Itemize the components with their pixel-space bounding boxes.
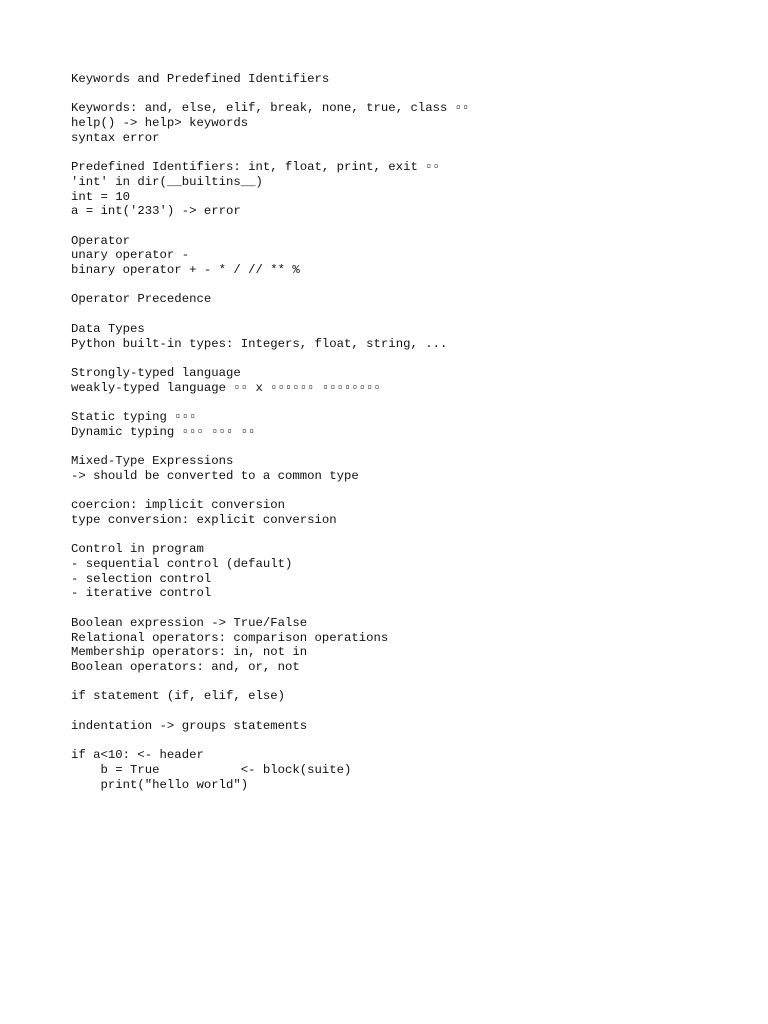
text-line: Keywords and Predefined Identifiers [71, 72, 330, 86]
blank-line [71, 704, 748, 719]
blank-line [71, 351, 748, 366]
text-line: binary operator + - * / // ** % [71, 263, 300, 278]
text-line: a = int('233') -> error [71, 204, 241, 219]
blank-line [71, 395, 748, 410]
blank-line [71, 307, 748, 322]
text-line: - sequential control (default) [71, 557, 293, 572]
blank-line [71, 528, 748, 543]
text-line: Control in program [71, 542, 204, 557]
text-line: Predefined Identifiers: int, float, print, exit ▫▫ [71, 160, 440, 175]
document-text [71, 72, 748, 792]
text-line: unary operator - [71, 248, 190, 263]
text-line: help() -> help> keywords [71, 116, 249, 131]
text-line: 'int' in dir(__builtins__) [71, 174, 263, 189]
text-line: int = 10 [71, 189, 131, 204]
text-line: Mixed-Type Expressions [71, 454, 234, 469]
blank-line [71, 278, 748, 293]
text-line: coercion: implicit conversion [71, 498, 286, 513]
blank-line [71, 146, 748, 161]
text-line: Operator [71, 233, 131, 248]
blank-line [71, 87, 748, 102]
blank-line [71, 219, 748, 234]
text-line: indentation -> groups statements [71, 718, 308, 733]
text-line: Dynamic typing ▫▫▫ ▫▫▫ ▫▫ [71, 424, 256, 439]
text-line: - selection control [71, 571, 212, 586]
text-line: Keywords: and, else, elif, break, none, true, class ▫▫ [71, 101, 470, 116]
blank-line [71, 733, 748, 748]
blank-line [71, 484, 748, 499]
blank-line [71, 439, 748, 454]
text-line: Membership operators: in, not in [71, 645, 308, 660]
text-line: print("hello world") [71, 777, 249, 792]
blank-line [71, 675, 748, 690]
blank-line [71, 601, 748, 616]
text-line: if a<10: <- header [71, 748, 204, 763]
text-line: Boolean operators: and, or, not [71, 659, 300, 674]
text-line: - iterative control [71, 586, 212, 601]
text-line: Data Types [71, 321, 145, 336]
text-line: Relational operators: comparison operations [71, 630, 389, 645]
text-line: type conversion: explicit conversion [71, 512, 337, 527]
text-line: b = True <- block(suite) [71, 762, 352, 777]
text-line: weakly-typed language ▫▫ x ▫▫▫▫▫▫ ▫▫▫▫▫▫▫▫ [71, 380, 381, 395]
text-line: Operator Precedence [71, 292, 212, 307]
text-line: Python built-in types: Integers, float, string, ... [71, 336, 448, 351]
text-line: if statement (if, elif, else) [71, 689, 286, 704]
text-line: Static typing ▫▫▫ [71, 410, 197, 425]
text-line: syntax error [71, 130, 160, 145]
text-line: Strongly-typed language [71, 365, 241, 380]
text-line: Boolean expression -> True/False [71, 615, 308, 630]
text-line: -> should be converted to a common type [71, 468, 359, 483]
